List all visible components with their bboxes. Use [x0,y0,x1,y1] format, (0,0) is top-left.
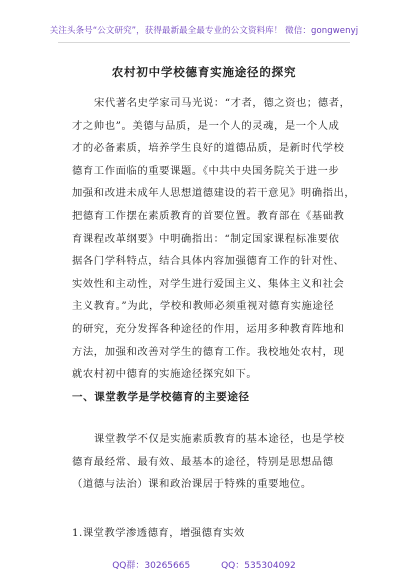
paragraph-line: （道德与法治）课和政治课居于特殊的重要地位。 [72,478,312,491]
paragraph-line: 据各门学科特点，结合具体内容加强德育工作的针对性、 [72,255,345,268]
section-heading: 一、课堂教学是学校德育的主要途径 [72,391,250,403]
paragraph-line: 实效性和主动性，对学生进行爱国主义、集体主义和社会 [72,277,345,290]
header-divider [58,42,350,43]
paragraph-line: 德育最经常、最有效、最基本的途径，特别是思想品德 [72,455,334,468]
paragraph-line: 才的必备素质，培养学生良好的道德品质，是新时代学校 [72,142,345,155]
paragraph-line: 把德育工作摆在素质教育的首要位置。教育部在《基础教 [72,209,345,222]
document-title: 农村初中学校德育实施途径的探究 [111,65,297,79]
paragraph-line: 课堂教学不仅是实施素质教育的基本途径，也是学校 [94,433,345,445]
footer-qq-number: QQ：535304092 [221,561,296,571]
paragraph-line: 就农村初中德育的实施途径探究如下。 [72,368,258,381]
subsection-heading: 1.课堂教学渗透德育，增强德育实效 [72,527,245,539]
paragraph-line: 主义教育。”为此，学校和教师必须重视对德育实施途径 [72,300,335,313]
paragraph-line: 德育工作面临的重要课题。《中共中央国务院关于进一步 [72,164,340,177]
paragraph-line: 才之帅也”。美德与品质，是一个人的灵魂，是一个人成 [72,119,340,132]
paragraph-line: 育课程改革纲要》中明确指出：“制定国家课程标准要依 [72,232,340,245]
paragraph-line: 方法，加强和改善对学生的德育工作。我校地处农村，现 [72,345,345,358]
footer-qq-group: QQ群：30265665 [112,561,191,571]
intro-paragraph [72,92,356,386]
paragraph-line: 的研究，充分发挥各种途径的作用，运用多种教育阵地和 [72,322,345,335]
page-footer-watermark [0,558,408,571]
paragraph-line: 加强和改进未成年人思想道德建设的若干意见》明确指出， [72,187,356,200]
page-header-watermark: 关注头条号“公文研究”，获得最新最全最专业的公文资料库！ 微信：gongwenyj [49,26,359,36]
paragraph-line: 宋代著名史学家司马光说：“才者，德之资也；德者， [94,97,351,109]
section-paragraph [72,428,345,496]
